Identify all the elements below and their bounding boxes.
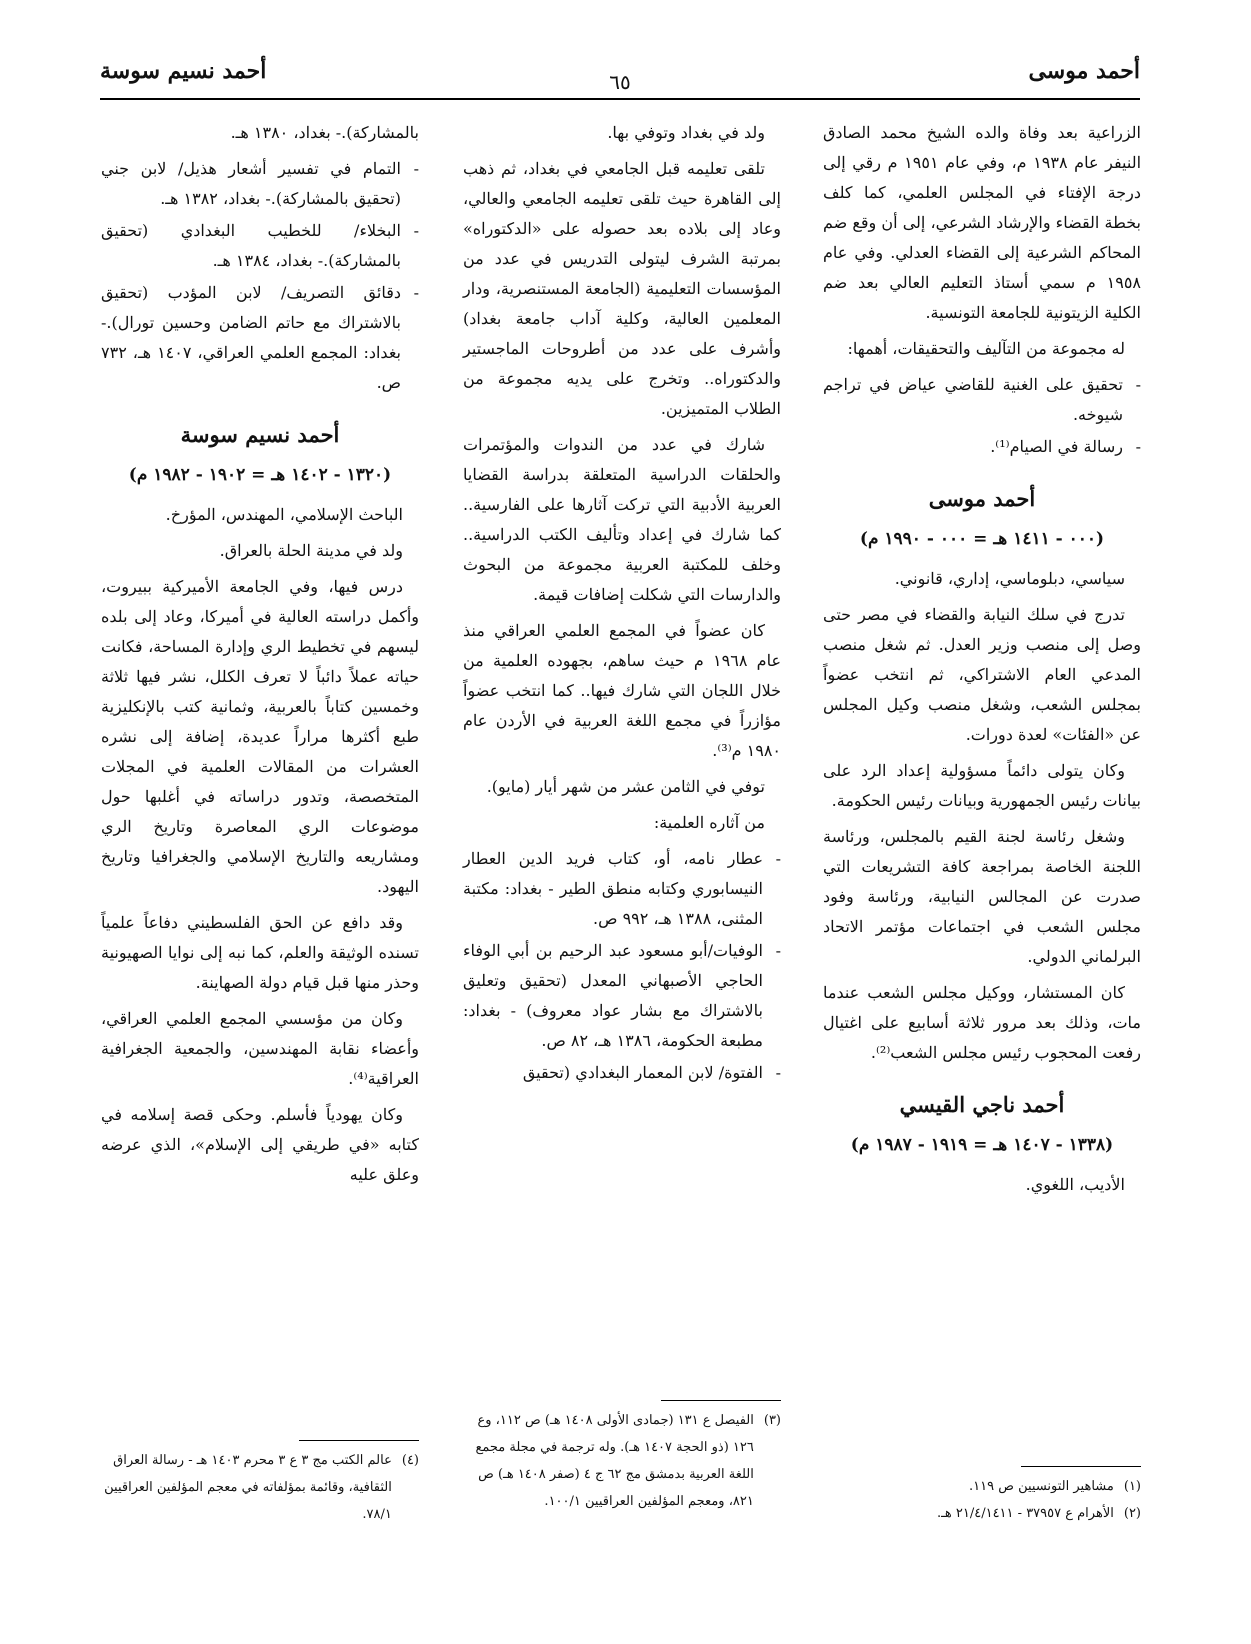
list-item: - تحقيق على الغنية للقاضي عياض في تراجم شيوخه. [823,370,1141,430]
works-list [463,844,781,1088]
footnote-text: الأهرام ع ٣٧٩٥٧ - ٢١/٤/١٤١١ هـ. [936,1506,1114,1521]
paragraph: وقد دافع عن الحق الفلسطيني دفاعاً علمياً تسنده الوثيقة والعلم، كما نبه إلى نوايا الصهيونية وحذر منها قبل قيام دولة الصهاينة. [101,913,419,992]
paragraph: ولد في مدينة الحلة بالعراق. [219,541,403,560]
page-number: ٦٥ [609,70,631,94]
footnote-number: (٣) [763,1413,781,1428]
paragraph: بالمشاركة).- بغداد، ١٣٨٠ هـ. [230,123,419,142]
footnote-rule [1021,1466,1141,1467]
column-middle [463,118,781,1094]
paragraph: الباحث الإسلامي، المهندس، المؤرخ. [165,505,403,524]
works-intro: من آثاره العلمية: [653,813,765,832]
paragraph: سياسي، دبلوماسي، إداري، قانوني. [894,569,1125,588]
list-item: - الوفيات/أبو مسعود عبد الرحيم بن أبي الوفاء الحاجي الأصبهاني المعدل (تحقيق وتعليق بالاشتراك مع بشار عواد معروف) - بغداد: مطبعة الحكومة، ١٣٨٦ هـ، ٨٢ ص. [463,936,781,1056]
paragraph: ولد في بغداد وتوفي بها. [607,123,765,142]
paragraph: شارك في عدد من الندوات والمؤتمرات والحلقات الدراسية المتعلقة بدراسة القضايا العربية الأدبية التي تركت آثارها على الفارسية.. كما شارك في إعداد وتأليف الكتب الدراسية.. وخلف للمكتبة العربية مجموعة من البحوث والدارسات التي شكلت إضافات قيمة. [463,435,781,604]
footnote-number: (١) [1123,1479,1141,1494]
footnote [823,1500,1141,1527]
footnote-rule [661,1400,781,1401]
list-item: - التمام في تفسير أشعار هذيل/ لابن جني (تحقيق بالمشاركة).- بغداد، ١٣٨٢ هـ. [101,154,419,214]
header-rule [100,98,1140,100]
footnote [463,1407,781,1515]
footnote-text: الفيصل ع ١٣١ (جمادى الأولى ١٤٠٨ هـ) ص ١١٢، وع ١٢٦ (ذو الحجة ١٤٠٧ هـ). وله ترجمة في مجلة مجمع اللغة العربية بدمشق مج ٦٢ ج ٤ (صفر ١٤٠٨ هـ) ص ٨٢١، ومعجم المؤلفين العراقيين ١٠٠/١. [475,1413,754,1509]
paragraph: وكان من مؤسسي المجمع العلمي العراقي، وأعضاء نقابة المهندسين، والجمعية الجغرافية العراقية⁽⁴⁾. [101,1009,419,1088]
header-left-name: أحمد نسيم سوسة [100,58,267,84]
paragraph: تلقى تعليمه قبل الجامعي في بغداد، ثم ذهب إلى القاهرة حيث تلقى تعليمه الجامعي والعالي، وعاد إلى بلاده بعد حصوله على «الدكتوراه» بمرتبة الشرف ليتولى التدريس في عدد من المؤسسات التعليمية (الجامعة المستنصرية، ودار المعلمين العالية، وكلية آداب جامعة بغداد) وأشرف على عدد من أطروحات الماجستير والدكتوراه.. وتخرج على يديه مجموعة من الطلاب المتميزين. [463,159,781,418]
paragraph: الأديب، اللغوي. [1025,1175,1125,1194]
running-header [100,58,1140,98]
list-item: - البخلاء/ للخطيب البغدادي (تحقيق بالمشاركة).- بغداد، ١٣٨٤ هـ. [101,216,419,276]
entry-dates-qaysi: (١٣٣٨ - ١٤٠٧ هـ = ١٩١٩ - ١٩٨٧ م) [850,1135,1114,1155]
footnote-text: عالم الكتب مج ٣ ع ٣ محرم ١٤٠٣ هـ - رسالة العراق الثقافية، وقائمة بمؤلفاته في معجم المؤلفين العراقيين ٧٨/١. [104,1453,392,1522]
paragraph: تدرج في سلك النيابة والقضاء في مصر حتى وصل إلى منصب وزير العدل. ثم شغل منصب المدعي العام الاشتراكي، ثم انتخب عضواً بمجلس الشعب، وشغل منصب وكيل المجلس عن «الفئات» لعدة دورات. [823,605,1141,744]
footnote [101,1447,419,1528]
footnote-number: (٤) [401,1453,419,1468]
footnote-rule [299,1440,419,1441]
list-item: - الفتوة/ لابن المعمار البغدادي (تحقيق [463,1058,781,1088]
column-left [101,118,419,1196]
entry-title-qaysi: أحمد ناجي القيسي [899,1092,1065,1117]
entry-title-sousa: أحمد نسيم سوسة [180,422,340,447]
paragraph: وكان يتولى دائماً مسؤولية إعداد الرد على بيانات رئيس الجمهورية وبيانات رئيس الحكومة. [823,761,1141,810]
paragraph: وكان يهودياً فأسلم. وحكى قصة إسلامه في كتابه «في طريقي إلى الإسلام»، الذي عرضه وعلق عليه [101,1105,419,1184]
footnote-number: (٢) [1123,1506,1141,1521]
works-list [823,370,1141,462]
footnotes-left [101,1440,419,1528]
list-item: - دقائق التصريف/ لابن المؤدب (تحقيق بالاشتراك مع حاتم الضامن وحسين تورال).- بغداد: المجمع العلمي العراقي، ١٤٠٧ هـ، ٧٣٢ ص. [101,278,419,398]
paragraph: درس فيها، وفي الجامعة الأميركية ببيروت، وأكمل دراسته العالية في أميركا، وعاد إلى بلده ليسهم في تخطيط الري وإدارة المساحة، فكانت حياته عملاً دائباً لا تعرف الكلل، نشر فيها ثلاثة وخمسين كتاباً بالعربية، وثمانية كتب بالإنكليزية طبع أكثرها مراراً عديدة، إضافة إلى نشره العشرات من المقالات العلمية في المجلات المتخصصة، وتدور دراساته في أغلبها حول موضوعات الري المعاصرة وتاريخ الري ومشاريعه والتاريخ الإسلامي والجغرافيا وتاريخ اليهود. [101,577,419,896]
entry-dates-musa: (٠٠٠ - ١٤١١ هـ = ٠٠٠ - ١٩٩٠ م) [859,529,1105,549]
footnote [823,1473,1141,1500]
entry-dates-sousa: (١٣٢٠ - ١٤٠٢ هـ = ١٩٠٢ - ١٩٨٢ م) [128,465,392,485]
paragraph: توفي في الثامن عشر من شهر أيار (مايو). [486,777,765,796]
footnote-text: مشاهير التونسيين ص ١١٩. [969,1479,1114,1494]
paragraph: كان المستشار، ووكيل مجلس الشعب عندما مات، وذلك بعد مرور ثلاثة أسابيع على اغتيال رفعت المحجوب رئيس مجلس الشعب⁽²⁾. [823,983,1141,1062]
paragraph: كان عضواً في المجمع العلمي العراقي منذ عام ١٩٦٨ م حيث ساهم، بجهوده العلمية من خلال اللجان التي شارك فيها.. كما انتخب عضواً مؤازراً في مجمع اللغة العربية في الأردن عام ١٩٨٠ م⁽³⁾. [463,621,781,760]
works-list [101,154,419,398]
works-intro: له مجموعة من التآليف والتحقيقات، أهمها: [847,339,1125,358]
entry-title-musa: أحمد موسى [928,486,1036,511]
footnotes-right [823,1466,1141,1527]
paragraph: وشغل رئاسة لجنة القيم بالمجلس، ورئاسة اللجنة الخاصة بمراجعة كافة التشريعات التي صدرت عن المجالس النيابية، ورئاسة وفود مجلس الشعب في اجتماعات مؤتمر الاتحاد البرلماني الدولي. [823,827,1141,966]
list-item: - عطار نامه، أو، كتاب فريد الدين العطار النيسابوري وكتابه منطق الطير - بغداد: مكتبة المثنى، ١٣٨٨ هـ، ٩٩٢ ص. [463,844,781,934]
column-right [823,118,1141,1206]
paragraph: الزراعية بعد وفاة والده الشيخ محمد الصادق النيفر عام ١٩٣٨ م، وفي عام ١٩٥١ م رقي إلى درجة الإفتاء في المجلس العلمي، كما كلف بخطة القضاء والإرشاد الشرعي، إلى أن وقع ضم المحاكم الشرعية إلى القضاء العدلي. وفي عام ١٩٥٨ م سمي أستاذ التعليم العالي بعد ضم الكلية الزيتونية للجامعة التونسية. [823,123,1142,322]
header-right-name: أحمد موسى [1028,58,1140,84]
list-item: - رسالة في الصيام⁽¹⁾. [823,432,1141,462]
footnotes-middle [463,1400,781,1515]
